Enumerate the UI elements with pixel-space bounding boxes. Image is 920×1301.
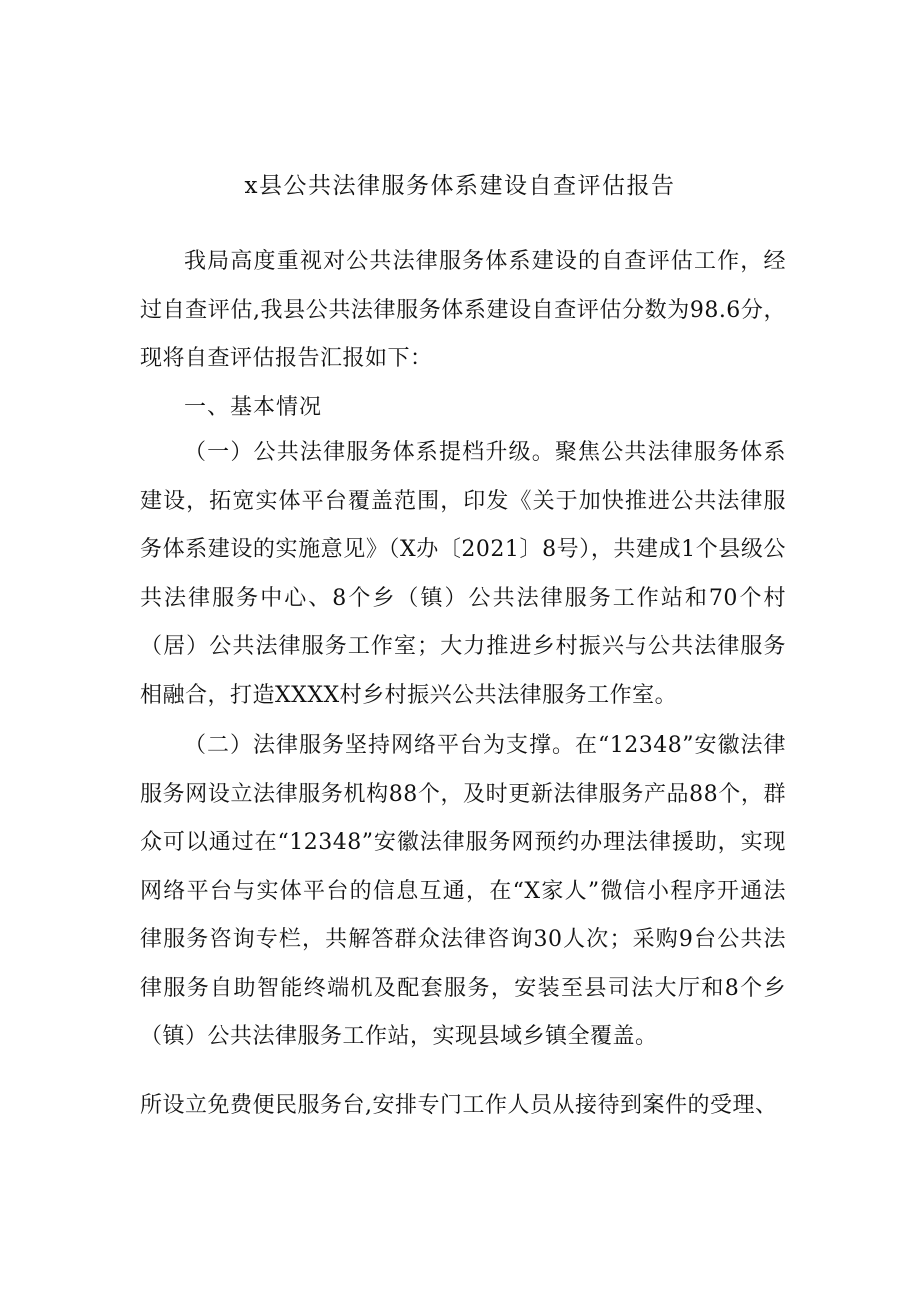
intro-paragraph: 我局高度重视对公共法律服务体系建设的自查评估工作，经过自查评估,我县公共法律服务体系建设自查评估分数为98.6分，现将自查评估报告汇报如下： (140, 249, 786, 371)
paragraph-service-desk: 所设立免费便民服务台,安排专门工作人员从接待到案件的受理、 (140, 1093, 778, 1118)
paragraph-system-upgrade: （一）公共法律服务体系提档升级。聚焦公共法律服务体系建设，拓宽实体平台覆盖范围，印发《关于加快推进公共法律服务体系建设的实施意见》（X办〔2021〕8号），共建成1个县级公共法律服务中心、8个乡（镇）公共法律服务工作站和70个村（居）公共法律服务工作室；大力推进乡村振兴与公共法律服务相融合，打造XXXX村乡村振兴公共法律服务工作室。 (140, 440, 786, 708)
paragraph-network-platform: （二）法律服务坚持网络平台为支撑。在“12348”安徽法律服务网设立法律服务机构88个，及时更新法律服务产品88个，群众可以通过在“12348”安徽法律服务网预约办理法律援助，实现网络平台与实体平台的信息互通，在“X家人”微信小程序开通法律服务咨询专栏，共解答群众法律咨询30人次；采购9台公共法律服务自助智能终端机及配套服务，安装至县司法大厅和8个乡（镇）公共法律服务工作站，实现县域乡镇全覆盖。 (140, 733, 786, 1049)
document-title: x县公共法律服务体系建设自查评估报告 (244, 173, 676, 199)
section-heading-basic-situation: 一、基本情况 (184, 395, 323, 420)
